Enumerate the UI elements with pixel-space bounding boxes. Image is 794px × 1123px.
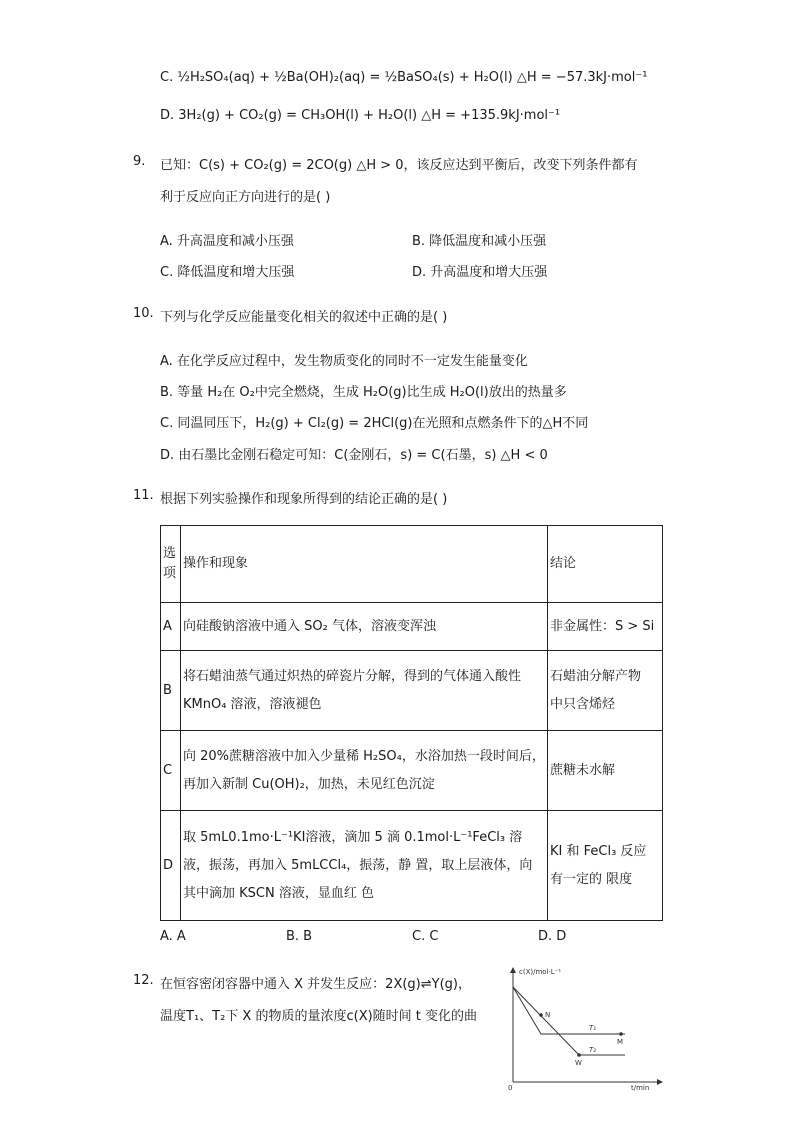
row-b-operation-line1: 将石蜡油蒸气通过炽热的碎瓷片分解，得到的气体通入酸性 xyxy=(183,668,522,684)
q10-stem: 下列与化学反应能量变化相关的叙述中正确的是( ) xyxy=(160,310,448,325)
q10-option-c: C. 同温同压下，H₂(g) + Cl₂(g) = 2HCl(g)在光照和点燃条件下的△H不同 xyxy=(160,416,589,431)
row-a-conclusion: 非金属性：S > Si xyxy=(548,603,663,651)
x-axis-label: t/min xyxy=(631,1084,650,1092)
row-d-operation-line1: 取 5mL0.1mo·L⁻¹KI溶液，滴加 5 滴 0.1mol·L⁻¹FeCl₃ 溶 xyxy=(183,829,523,845)
q12-number: 12. xyxy=(133,973,154,988)
q10-number: 10. xyxy=(133,306,154,321)
curve-t2 xyxy=(513,987,625,1055)
table-row xyxy=(161,651,663,731)
q9-stem-line1: 已知：C(s) + CO₂(g) = 2CO(g) △H > 0，该反应达到平衡后，改变下列条件都有 xyxy=(160,158,638,173)
row-d-option: D xyxy=(161,811,181,921)
q11-stem: 根据下列实验操作和现象所得到的结论正确的是( ) xyxy=(160,492,448,507)
point-n xyxy=(539,1013,543,1017)
q10-option-a: A. 在化学反应过程中，发生物质变化的同时不一定发生能量变化 xyxy=(160,354,528,369)
row-c-option: C xyxy=(161,731,181,811)
label-n: N xyxy=(545,1011,551,1019)
q9-option-a: A. 升高温度和减小压强 xyxy=(160,234,294,249)
q11-answer-c: C. C xyxy=(412,929,439,944)
label-w: W xyxy=(575,1059,582,1067)
row-d-conclusion-line2: 有一定的 限度 xyxy=(550,871,633,887)
row-b-conclusion-line1: 石蜡油分解产物 xyxy=(550,668,642,684)
row-d-operation xyxy=(181,811,548,921)
row-d-conclusion-line1: KI 和 FeCl₃ 反应 xyxy=(550,843,647,859)
row-d-operation-line2: 液，振荡，再加入 5mLCCl₄，振荡，静 置，取上层液体，向 xyxy=(183,857,533,873)
row-c-conclusion: 蔗糖未水解 xyxy=(548,731,663,811)
label-m: M xyxy=(617,1038,624,1046)
row-b-conclusion xyxy=(548,651,663,731)
q9-option-c: C. 降低温度和增大压强 xyxy=(160,265,295,280)
curve-t1 xyxy=(513,987,625,1034)
q11-answer-a: A. A xyxy=(160,929,186,944)
row-d-conclusion xyxy=(548,811,663,921)
table-row xyxy=(161,811,663,921)
table-header-row xyxy=(161,526,663,603)
q9-number: 9. xyxy=(133,154,146,169)
q9-stem-line2: 利于反应向正方向进行的是( ) xyxy=(160,190,331,205)
q12-stem-line2: 温度T₁、T₂下 X 的物质的量浓度c(X)随时间 t 变化的曲 xyxy=(160,1009,478,1024)
row-b-operation-line2: KMnO₄ 溶液，溶液褪色 xyxy=(183,696,322,712)
row-b-conclusion-line2: 中只含烯烃 xyxy=(550,696,616,712)
label-t2: T₂ xyxy=(589,1046,597,1054)
row-b-operation xyxy=(181,651,548,731)
row-a-operation: 向硅酸钠溶液中通入 SO₂ 气体，溶液变浑浊 xyxy=(181,603,548,651)
q8-option-c: C. ½H₂SO₄(aq) + ½Ba(OH)₂(aq) = ½BaSO₄(s) + H₂O(l) △H = −57.3kJ·mol⁻¹ xyxy=(160,70,648,85)
q11-answer-d: D. D xyxy=(538,929,567,944)
header-conclusion: 结论 xyxy=(548,526,663,603)
row-c-operation xyxy=(181,731,548,811)
origin-label: 0 xyxy=(508,1084,513,1092)
table-row xyxy=(161,731,663,811)
row-a-option: A xyxy=(161,603,181,651)
row-d-operation-line3: 其中滴加 KSCN 溶液，显血红 色 xyxy=(183,885,374,901)
table-row xyxy=(161,603,663,651)
q10-option-b: B. 等量 H₂在 O₂中完全燃烧，生成 H₂O(g)比生成 H₂O(l)放出的热量多 xyxy=(160,385,567,400)
point-m xyxy=(619,1032,623,1036)
q9-option-b: B. 降低温度和减小压强 xyxy=(412,234,547,249)
q8-option-d: D. 3H₂(g) + CO₂(g) = CH₃OH(l) + H₂O(l) △H = +135.9kJ·mol⁻¹ xyxy=(160,108,561,123)
row-c-operation-line1: 向 20%蔗糖溶液中加入少量稀 H₂SO₄，水浴加热一段时间后， xyxy=(183,748,545,764)
header-operation: 操作和现象 xyxy=(181,526,548,603)
header-option: 选项 xyxy=(161,526,181,603)
point-w xyxy=(577,1053,581,1057)
label-t1: T₁ xyxy=(589,1024,597,1032)
row-c-operation-line2: 再加入新制 Cu(OH)₂，加热，未见红色沉淀 xyxy=(183,776,435,792)
q12-stem-line1: 在恒容密闭容器中通入 X 并发生反应：2X(g)⇌Y(g)， xyxy=(160,977,471,992)
experiment-table xyxy=(160,525,663,921)
y-axis-label: c(X)/mol·L⁻¹ xyxy=(519,968,562,976)
q11-answer-b: B. B xyxy=(286,929,313,944)
row-b-option: B xyxy=(161,651,181,731)
q10-option-d: D. 由石墨比金刚石稳定可知：C(金刚石，s) = C(石墨，s) △H < 0 xyxy=(160,448,548,463)
q9-option-d: D. 升高温度和增大压强 xyxy=(412,265,548,280)
concentration-time-graph xyxy=(505,962,665,1092)
q11-number: 11. xyxy=(133,488,154,503)
